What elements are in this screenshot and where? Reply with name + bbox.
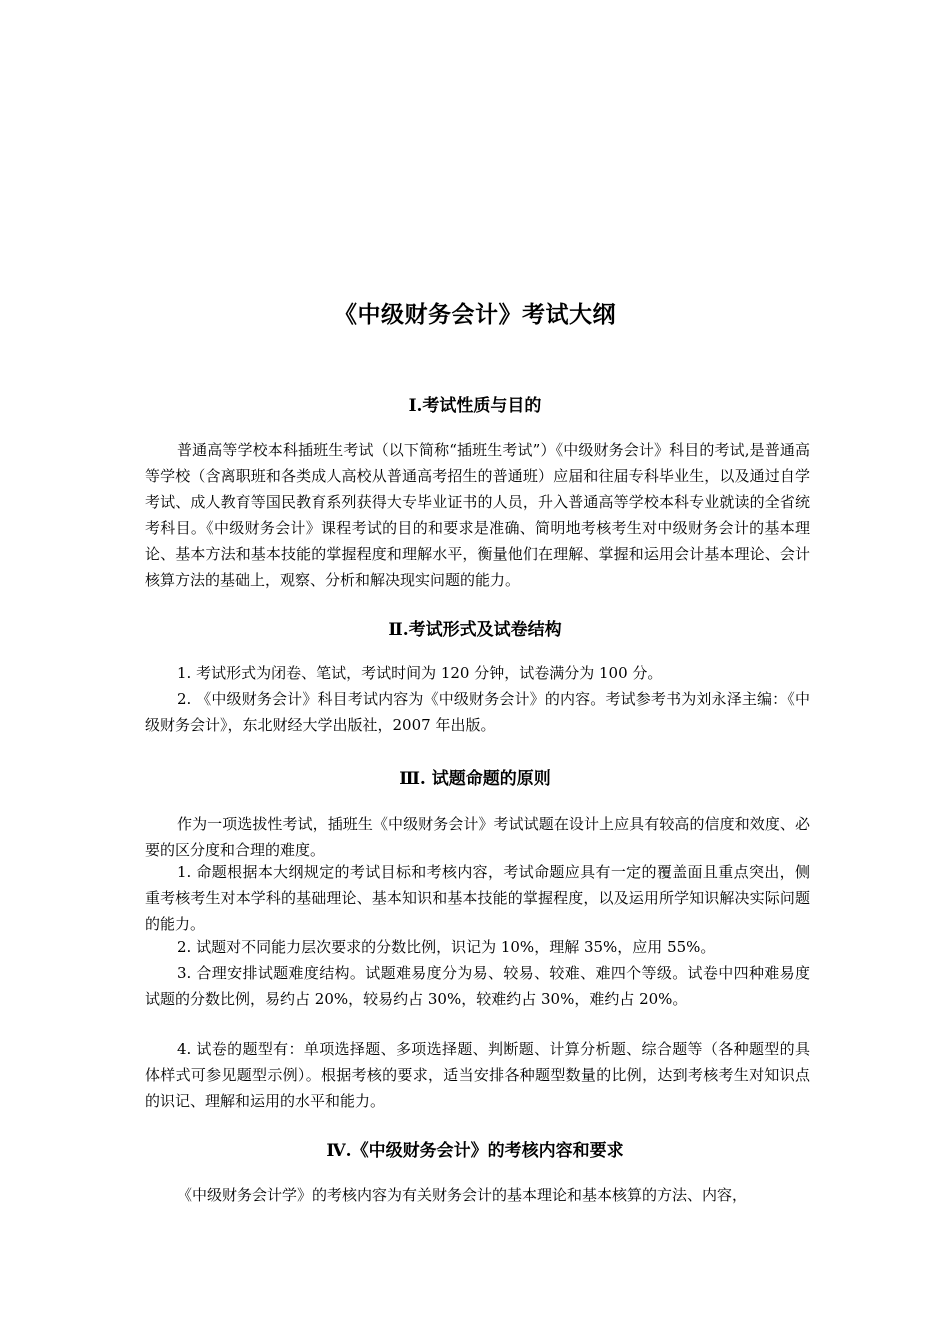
section-heading-3: Ⅲ. 试题命题的原则: [399, 769, 551, 789]
section-heading-4: Ⅳ.《中级财务会计》的考核内容和要求: [326, 1141, 624, 1161]
section-heading-1: Ⅰ.考试性质与目的: [408, 396, 542, 416]
section-3-item-1: 1. 命题根据本大纲规定的考试目标和考核内容，考试命题应具有一定的覆盖面且重点突出，侧重考核考生对本学科的基础理论、基本知识和基本技能的掌握程度，以及运用所学知识解决实际问题的能力。: [145, 863, 810, 933]
page-title: 《中级财务会计》考试大纲: [334, 301, 616, 328]
section-3-intro: 作为一项选拔性考试，插班生《中级财务会计》考试试题在设计上应具有较高的信度和效度、必要的区分度和合理的难度。: [145, 815, 810, 859]
section-2-item-1: 1. 考试形式为闭卷、笔试，考试时间为 120 分钟，试卷满分为 100 分。: [177, 664, 663, 682]
section-3-item-3: 3. 合理安排试题难度结构。试题难易度分为易、较易、较难、难四个等级。试卷中四种难易度试题的分数比例，易约占 20%，较易约占 30%，较难约占 30%，难约占 20%。: [145, 964, 810, 1008]
section-4-paragraph: 《中级财务会计学》的考核内容为有关财务会计的基本理论和基本核算的方法、内容，: [177, 1186, 748, 1204]
section-heading-2: Ⅱ.考试形式及试卷结构: [388, 620, 562, 640]
section-2-item-2: 2. 《中级财务会计》科目考试内容为《中级财务会计》的内容。考试参考书为刘永泽主编：《中级财务会计》，东北财经大学出版社，2007 年出版。: [145, 690, 810, 734]
section-3-item-2: 2. 试题对不同能力层次要求的分数比例，识记为 10%，理解 35%，应用 55%。: [177, 938, 716, 956]
section-3-item-4: 4. 试卷的题型有：单项选择题、多项选择题、判断题、计算分析题、综合题等（各种题型的具体样式可参见题型示例）。根据考核的要求，适当安排各种题型数量的比例，达到考核考生对知识点的识记、理解和运用的水平和能力。: [145, 1040, 810, 1110]
section-1-paragraph: 普通高等学校本科插班生考试（以下简称“插班生考试”）《中级财务会计》科目的考试,是普通高等学校（含离职班和各类成人高校从普通高考招生的普通班）应届和往届专科毕业生，以及通过自学考试、成人教育等国民教育系列获得大专毕业证书的人员，升入普通高等学校本科专业就读的全省统考科目。《中级财务会计》课程考试的目的和要求是准确、简明地考核考生对中级财务会计的基本理论、基本方法和基本技能的掌握程度和理解水平，衡量他们在理解、掌握和运用会计基本理论、会计核算方法的基础上，观察、分析和解决现实问题的能力。: [145, 441, 810, 589]
